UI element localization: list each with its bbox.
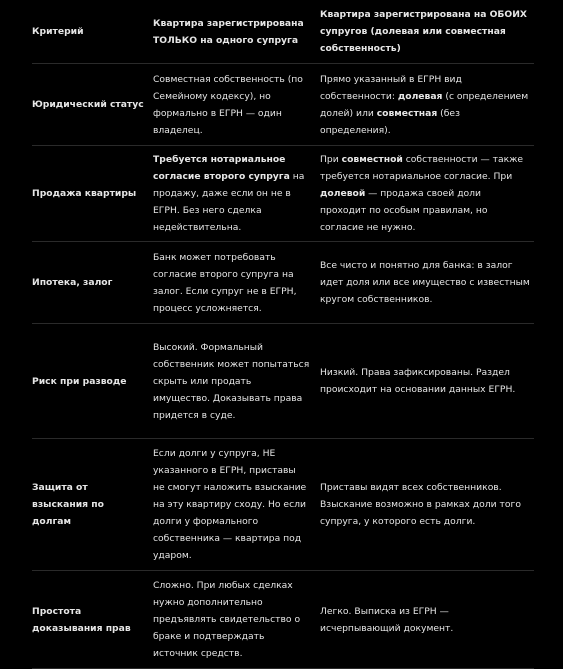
row-single-spouse — [153, 146, 320, 241]
text-segment: Приставы видят всех собственников. Взыскание возможно в рамках доли того супруга, у которого есть долги. — [320, 482, 521, 527]
row-criterion: Продажа квартиры — [32, 188, 137, 199]
table-header-row — [32, 0, 534, 64]
table-row — [32, 146, 534, 242]
row-single-spouse — [153, 64, 320, 145]
table-row — [32, 571, 534, 669]
row-criterion: Юридический статус — [32, 99, 144, 110]
text-segment: При — [320, 154, 342, 165]
row-single-spouse — [153, 324, 320, 438]
text-segment: Высокий. Формальный собственник может попытаться скрыть или продать имущество. Доказывать права придется в суде. — [153, 341, 310, 421]
text-segment: (с определением долей) или — [320, 90, 529, 119]
text-segment: Совместная собственность (по Семейному кодексу), но формально в ЕГРН — один владелец. — [153, 73, 303, 136]
text-segment: — продажа своей доли проходит по особым правилам, но согласие не нужно. — [320, 188, 488, 233]
table-row — [32, 324, 534, 439]
row-both-spouses — [320, 439, 534, 570]
row-single-spouse — [153, 439, 320, 570]
text-segment: на продажу, даже если он не в ЕГРН. Без него сделка недействительна. — [153, 171, 305, 233]
row-both-spouses — [320, 324, 534, 438]
row-single-spouse — [153, 571, 320, 668]
row-criterion: Ипотека, залог — [32, 277, 113, 288]
text-segment: Прямо указанный в ЕГРН вид собственности: — [320, 73, 462, 102]
bold-text-segment: совместной — [341, 154, 403, 165]
table-row — [32, 64, 534, 146]
row-criterion: Простота доказывания прав — [32, 605, 131, 634]
header-both-spouses: Квартира зарегистрирована на ОБОИХ супругов (долевая или совместная собственность) — [320, 9, 527, 54]
bold-text-segment: долевая — [397, 90, 443, 102]
bold-text-segment: Требуется нотариальное согласие второго супруга — [153, 154, 290, 182]
text-segment: Если долги у супруга, НЕ указанного в ЕГРН, приставы не смогут наложить взыскание на эту квартиру сходу. Но если долги у формального собственника — квартира под ударом. — [153, 448, 307, 561]
text-segment: (без определения). — [320, 107, 460, 136]
header-criterion: Критерий — [32, 26, 84, 37]
header-single-spouse: Квартира зарегистрирована ТОЛЬКО на одного супруга — [153, 17, 304, 46]
row-both-spouses — [320, 571, 534, 668]
comparison-table — [32, 0, 534, 669]
text-segment: Легко. Выписка из ЕГРН — исчерпывающий документ. — [320, 605, 454, 634]
table-row — [32, 242, 534, 324]
text-segment: Все чисто и понятно для банка: в залог идет доля или все имущество с известным кругом собственников. — [320, 260, 530, 305]
row-both-spouses — [320, 146, 534, 241]
table-row — [32, 439, 534, 571]
text-segment: Сложно. При любых сделках нужно дополнительно предъявлять свидетельство о браке и подтверждать источник средств. — [153, 580, 301, 659]
row-both-spouses — [320, 64, 534, 145]
text-segment: Низкий. Права зафиксированы. Раздел происходит на основании данных ЕГРН. — [320, 367, 516, 395]
text-segment: собственности — также требуется нотариальное согласие. При — [320, 154, 524, 182]
row-criterion: Защита от взыскания по долгам — [32, 482, 104, 527]
row-criterion: Риск при разводе — [32, 375, 127, 387]
bold-text-segment: долевой — [320, 188, 366, 199]
row-single-spouse — [153, 242, 320, 323]
row-both-spouses — [320, 242, 534, 323]
text-segment: Банк может потребовать согласие второго супруга на залог. Если супруг не в ЕГРН, процесс усложняется. — [153, 251, 297, 314]
bold-text-segment: совместная — [376, 107, 438, 119]
